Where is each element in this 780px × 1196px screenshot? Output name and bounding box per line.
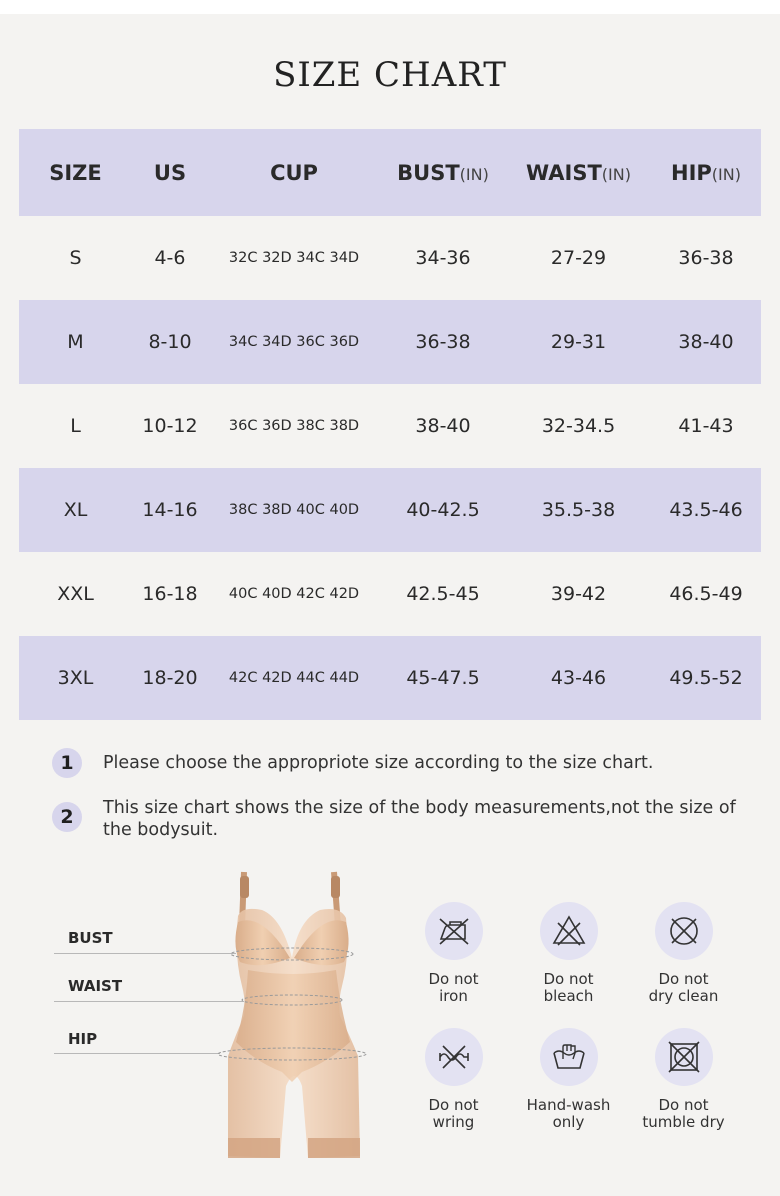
hip-label: HIP xyxy=(68,1030,98,1048)
table-row xyxy=(19,552,761,636)
cell-cup: 34C 34D 36C 36D xyxy=(228,334,360,350)
note-item xyxy=(52,793,762,841)
no-iron-icon xyxy=(425,902,483,960)
cell-bust: 40-42.5 xyxy=(406,499,480,521)
cell-waist: 39-42 xyxy=(550,583,607,605)
cell-cup: 40C 40D 42C 42D xyxy=(228,586,360,602)
cell-cup: 32C 32D 34C 34D xyxy=(228,250,360,266)
cell-size: 3XL xyxy=(57,667,94,689)
care-label: Do not tumble dry xyxy=(642,1096,725,1131)
cell-size: S xyxy=(69,247,82,269)
table-row xyxy=(19,468,761,552)
cell-bust: 45-47.5 xyxy=(406,667,480,689)
care-label: Do not iron xyxy=(428,970,479,1005)
bust-label: BUST xyxy=(68,929,113,947)
note-item xyxy=(52,748,762,778)
top-border xyxy=(0,0,780,14)
header-us: US xyxy=(153,160,187,185)
cell-us: 10-12 xyxy=(142,415,198,437)
cell-hip: 43.5-46 xyxy=(669,499,743,521)
cell-us: 16-18 xyxy=(142,583,198,605)
care-label: Do not wring xyxy=(428,1096,479,1131)
cell-waist: 43-46 xyxy=(550,667,607,689)
care-label: Do not bleach xyxy=(543,970,594,1005)
cell-hip: 38-40 xyxy=(678,331,734,353)
cell-bust: 34-36 xyxy=(415,247,471,269)
bodysuit-image xyxy=(200,866,390,1166)
cell-cup: 38C 38D 40C 40D xyxy=(228,502,360,518)
cell-hip: 46.5-49 xyxy=(669,583,743,605)
care-label: Do not dry clean xyxy=(648,970,719,1005)
table-row xyxy=(19,384,761,468)
header-bust: BUST(IN) xyxy=(397,160,489,185)
note-text: This size chart shows the size of the body measurements,not the size of the bodysuit. xyxy=(103,798,736,840)
header-hip: HIP(IN) xyxy=(671,160,741,185)
page-title: SIZE CHART xyxy=(273,55,507,95)
cell-size: M xyxy=(67,331,84,353)
cell-size: L xyxy=(70,415,81,437)
no-wring-icon xyxy=(425,1028,483,1086)
note-number-badge: 1 xyxy=(52,748,82,778)
cell-size: XL xyxy=(63,499,88,521)
cell-us: 18-20 xyxy=(142,667,198,689)
care-label: Hand-wash only xyxy=(526,1096,611,1131)
table-row xyxy=(19,300,761,384)
cell-waist: 32-34.5 xyxy=(541,415,616,437)
cell-us: 4-6 xyxy=(154,247,186,269)
care-item xyxy=(511,1028,626,1131)
no-dry-clean-icon xyxy=(655,902,713,960)
care-item xyxy=(396,1028,511,1131)
cell-cup: 42C 42D 44C 44D xyxy=(228,670,360,686)
no-tumble-dry-icon xyxy=(655,1028,713,1086)
cell-cup: 36C 36D 38C 38D xyxy=(228,418,360,434)
cell-waist: 29-31 xyxy=(550,331,607,353)
waist-label: WAIST xyxy=(68,977,123,995)
table-header-row xyxy=(19,129,761,216)
cell-bust: 36-38 xyxy=(415,331,471,353)
care-item xyxy=(511,902,626,1005)
care-item xyxy=(396,902,511,1005)
cell-us: 14-16 xyxy=(142,499,198,521)
cell-hip: 41-43 xyxy=(678,415,734,437)
hip-guide-line xyxy=(54,1053,220,1054)
cell-hip: 49.5-52 xyxy=(669,667,743,689)
note-text: Please choose the appropriote size according to the size chart. xyxy=(103,753,654,773)
cell-waist: 27-29 xyxy=(550,247,607,269)
size-table xyxy=(19,129,761,720)
header-cup: CUP xyxy=(270,160,318,185)
notes-list xyxy=(52,748,762,841)
header-waist: WAIST(IN) xyxy=(526,160,631,185)
cell-size: XXL xyxy=(57,583,94,605)
table-row xyxy=(19,216,761,300)
no-bleach-icon xyxy=(540,902,598,960)
header-size: SIZE xyxy=(49,160,102,185)
cell-us: 8-10 xyxy=(148,331,192,353)
care-item xyxy=(626,902,741,1005)
cell-bust: 38-40 xyxy=(415,415,471,437)
note-number-badge: 2 xyxy=(52,802,82,832)
hand-wash-icon xyxy=(540,1028,598,1086)
table-row xyxy=(19,636,761,720)
cell-waist: 35.5-38 xyxy=(541,499,616,521)
cell-hip: 36-38 xyxy=(678,247,734,269)
care-item xyxy=(626,1028,741,1131)
cell-bust: 42.5-45 xyxy=(406,583,480,605)
